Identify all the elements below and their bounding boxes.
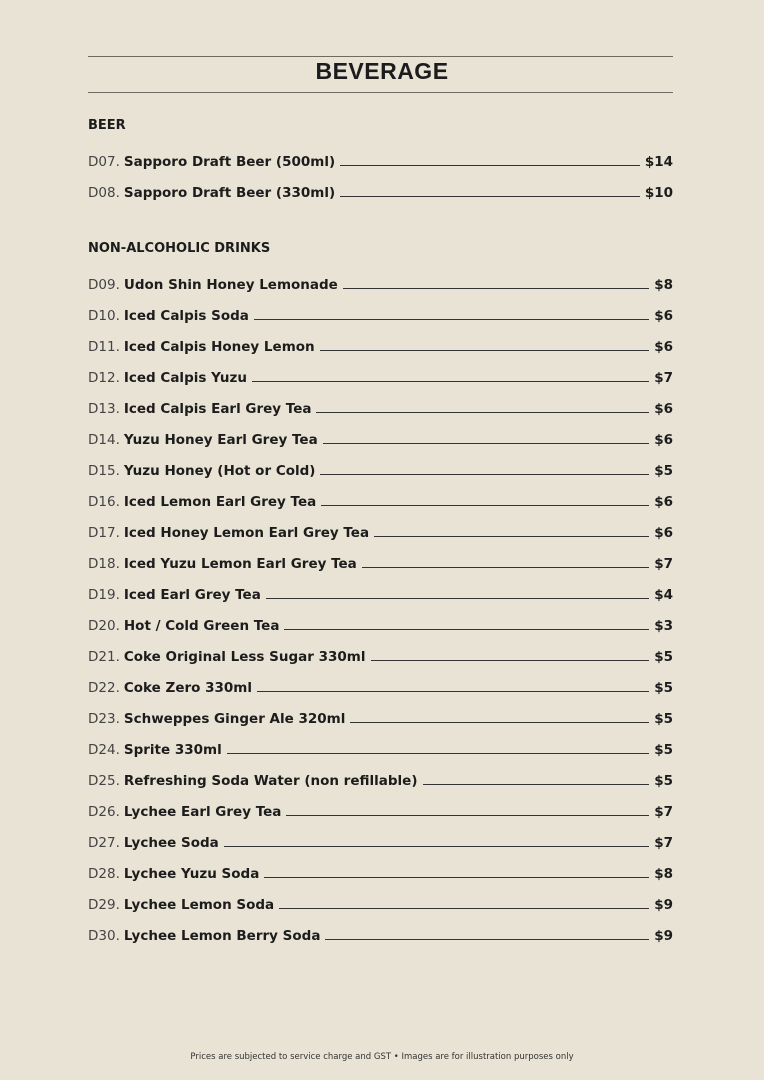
menu-item (88, 417, 673, 448)
item-code: D10. (88, 308, 120, 324)
item-price: $7 (654, 804, 673, 820)
item-name: Yuzu Honey (Hot or Cold) (123, 463, 316, 479)
item-price: $5 (654, 649, 673, 665)
item-code: D11. (88, 339, 120, 355)
menu-item (88, 355, 673, 386)
menu-item (88, 510, 673, 541)
non-alcoholic-list (88, 262, 673, 944)
menu-item (88, 139, 673, 170)
menu-item (88, 603, 673, 634)
item-name: Hot / Cold Green Tea (123, 618, 280, 634)
item-price: $6 (654, 401, 673, 417)
item-price: $6 (654, 525, 673, 541)
item-price: $9 (654, 928, 673, 944)
item-code: D29. (88, 897, 120, 913)
item-name: Iced Yuzu Lemon Earl Grey Tea (123, 556, 357, 572)
item-name: Schweppes Ginger Ale 320ml (123, 711, 346, 727)
menu-item (88, 448, 673, 479)
menu-item (88, 262, 673, 293)
dotted-leader (286, 815, 649, 816)
item-name: Lychee Lemon Soda (123, 897, 275, 913)
item-price: $6 (654, 308, 673, 324)
dotted-leader (374, 536, 649, 537)
menu-item (88, 882, 673, 913)
item-name: Iced Calpis Soda (123, 308, 249, 324)
dotted-leader (350, 722, 649, 723)
dotted-leader (224, 846, 649, 847)
item-name: Iced Calpis Honey Lemon (123, 339, 315, 355)
item-name: Lychee Lemon Berry Soda (123, 928, 321, 944)
dotted-leader (316, 412, 649, 413)
dotted-leader (323, 443, 650, 444)
dotted-leader (325, 939, 649, 940)
item-name: Iced Earl Grey Tea (123, 587, 261, 603)
item-code: D07. (88, 154, 120, 170)
item-price: $8 (654, 866, 673, 882)
item-name: Yuzu Honey Earl Grey Tea (123, 432, 318, 448)
item-price: $7 (654, 370, 673, 386)
dotted-leader (343, 288, 649, 289)
menu-item (88, 541, 673, 572)
menu-item (88, 324, 673, 355)
item-name: Iced Calpis Yuzu (123, 370, 247, 386)
item-price: $5 (654, 773, 673, 789)
dotted-leader (252, 381, 649, 382)
menu-item (88, 820, 673, 851)
item-code: D22. (88, 680, 120, 696)
dotted-leader (254, 319, 649, 320)
item-name: Sapporo Draft Beer (500ml) (123, 154, 336, 170)
item-code: D30. (88, 928, 120, 944)
menu-item (88, 789, 673, 820)
item-price: $5 (654, 463, 673, 479)
item-code: D12. (88, 370, 120, 386)
section-heading-non-alcoholic: NON-ALCOHOLIC DRINKS (88, 241, 271, 256)
beer-list (88, 139, 673, 201)
item-name: Iced Calpis Earl Grey Tea (123, 401, 312, 417)
menu-item (88, 758, 673, 789)
dotted-leader (257, 691, 649, 692)
item-price: $5 (654, 680, 673, 696)
item-code: D15. (88, 463, 120, 479)
top-divider (88, 56, 673, 57)
item-code: D26. (88, 804, 120, 820)
item-price: $8 (654, 277, 673, 293)
dotted-leader (284, 629, 649, 630)
item-name: Sapporo Draft Beer (330ml) (123, 185, 336, 201)
menu-item (88, 913, 673, 944)
item-code: D27. (88, 835, 120, 851)
item-price: $7 (654, 835, 673, 851)
dotted-leader (340, 165, 640, 166)
menu-item (88, 572, 673, 603)
dotted-leader (320, 350, 650, 351)
item-code: D24. (88, 742, 120, 758)
title-divider (88, 92, 673, 93)
item-code: D16. (88, 494, 120, 510)
dotted-leader (266, 598, 649, 599)
item-code: D14. (88, 432, 120, 448)
menu-item (88, 170, 673, 201)
item-price: $5 (654, 711, 673, 727)
footer-note: Prices are subjected to service charge and GST • Images are for illustration purposes only (190, 1052, 574, 1062)
menu-item (88, 851, 673, 882)
item-name: Iced Honey Lemon Earl Grey Tea (123, 525, 370, 541)
menu-item (88, 479, 673, 510)
item-code: D08. (88, 185, 120, 201)
item-price: $6 (654, 339, 673, 355)
item-name: Sprite 330ml (123, 742, 222, 758)
item-price: $6 (654, 494, 673, 510)
item-name: Coke Original Less Sugar 330ml (123, 649, 366, 665)
item-price: $14 (644, 154, 673, 170)
item-name: Refreshing Soda Water (non refillable) (123, 773, 418, 789)
dotted-leader (264, 877, 649, 878)
item-price: $4 (654, 587, 673, 603)
dotted-leader (371, 660, 650, 661)
item-name: Lychee Soda (123, 835, 219, 851)
dotted-leader (340, 196, 640, 197)
dotted-leader (227, 753, 649, 754)
menu-item (88, 386, 673, 417)
dotted-leader (423, 784, 650, 785)
menu-item (88, 293, 673, 324)
item-price: $3 (654, 618, 673, 634)
item-code: D17. (88, 525, 120, 541)
item-code: D25. (88, 773, 120, 789)
page-title: BEVERAGE (315, 58, 449, 84)
item-price: $5 (654, 742, 673, 758)
item-code: D09. (88, 277, 120, 293)
item-code: D18. (88, 556, 120, 572)
item-price: $10 (644, 185, 673, 201)
dotted-leader (362, 567, 649, 568)
dotted-leader (320, 474, 649, 475)
menu-item (88, 665, 673, 696)
item-code: D21. (88, 649, 120, 665)
item-name: Lychee Earl Grey Tea (123, 804, 282, 820)
item-price: $7 (654, 556, 673, 572)
item-code: D13. (88, 401, 120, 417)
dotted-leader (321, 505, 649, 506)
item-name: Udon Shin Honey Lemonade (123, 277, 338, 293)
menu-item (88, 727, 673, 758)
item-code: D19. (88, 587, 120, 603)
item-price: $9 (654, 897, 673, 913)
dotted-leader (279, 908, 649, 909)
item-code: D20. (88, 618, 120, 634)
item-name: Iced Lemon Earl Grey Tea (123, 494, 317, 510)
item-name: Lychee Yuzu Soda (123, 866, 260, 882)
item-code: D23. (88, 711, 120, 727)
section-heading-beer: BEER (88, 118, 126, 133)
item-name: Coke Zero 330ml (123, 680, 252, 696)
item-price: $6 (654, 432, 673, 448)
menu-item (88, 696, 673, 727)
item-code: D28. (88, 866, 120, 882)
menu-item (88, 634, 673, 665)
